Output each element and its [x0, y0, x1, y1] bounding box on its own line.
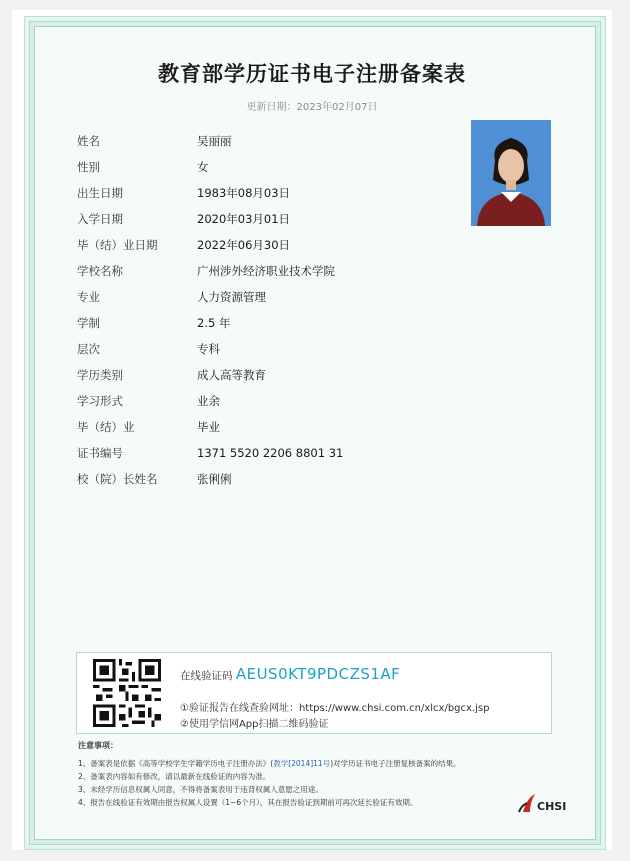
field-value: 毕业 — [197, 420, 220, 434]
verification-box — [76, 652, 552, 734]
notes-heading: 注意事项： — [78, 741, 118, 750]
verify-code[interactable]: AEUS0KT9PDCZS1AF — [235, 665, 401, 683]
field-value: 人力资源管理 — [197, 290, 266, 304]
field-label: 层次 — [77, 342, 100, 356]
field-value: 广州涉外经济职业技术学院 — [197, 264, 335, 278]
field-value: 2020年03月01日 — [197, 212, 291, 226]
page-title: 教育部学历证书电子注册备案表 — [158, 62, 466, 86]
chsi-logo — [517, 790, 577, 816]
note-item: 2、备案表内容如有修改，请以最新在线验证的内容为准。 — [78, 772, 271, 781]
field-label: 毕（结）业 — [77, 420, 135, 434]
field-value: 吴丽丽 — [197, 134, 232, 148]
field-label: 出生日期 — [77, 186, 123, 200]
update-label: 更新日期： — [246, 102, 297, 113]
note-item: 4、报告在线验证有效期由报告权属人设置（1~6个月），其在报告验证到期前可再次延长验证有效期。 — [78, 798, 418, 807]
qr-code[interactable] — [93, 659, 161, 727]
note-item: 3、未经学历信息权属人同意，不得将备案表用于违背权属人意愿之用途。 — [78, 785, 323, 794]
update-date — [12, 98, 612, 113]
field-value: 2.5 年 — [197, 316, 231, 330]
field-label: 校（院）长姓名 — [77, 472, 158, 486]
field-label: 性别 — [77, 160, 100, 174]
field-label: 姓名 — [77, 134, 100, 148]
document-sheet — [12, 10, 612, 850]
field-value: 1371 5520 2206 8801 31 — [197, 446, 344, 460]
verify-code-line — [180, 665, 400, 683]
field-label: 学校名称 — [77, 264, 123, 278]
note-1-pre: 1、备案表是依据《高等学校学生学籍学历电子注册办法》( — [78, 759, 274, 768]
field-label: 专业 — [77, 290, 100, 304]
verify-code-label: 在线验证码 — [180, 670, 233, 682]
field-label: 证书编号 — [77, 446, 123, 460]
field-value: 2022年06月30日 — [197, 238, 291, 252]
field-value: 张俐俐 — [197, 472, 232, 486]
verify-url-line[interactable]: ①验证报告在线查验网址：https://www.chsi.com.cn/xlcx/bgcx.jsp — [180, 703, 490, 714]
regulation-link[interactable]: 教学[2014]11号 — [273, 759, 331, 768]
notes-section — [78, 740, 461, 809]
verify-app-line: ②使用学信网App扫描二维码验证 — [180, 719, 329, 730]
field-value: 1983年08月03日 — [197, 186, 291, 200]
field-label: 学习形式 — [77, 394, 123, 408]
field-value: 女 — [197, 160, 209, 174]
logo-text: CHSI — [537, 800, 567, 813]
field-label: 学历类别 — [77, 368, 123, 382]
update-date-value: 2023年02月07日 — [296, 102, 378, 113]
note-1-post: )对学历证书电子注册复核备案的结果。 — [330, 759, 461, 768]
note-item — [78, 757, 461, 770]
field-value: 成人高等教育 — [197, 368, 266, 382]
field-label: 毕（结）业日期 — [77, 238, 158, 252]
id-photo — [471, 120, 551, 226]
portrait-image — [471, 120, 551, 226]
field-label: 入学日期 — [77, 212, 123, 226]
field-value: 业余 — [197, 394, 220, 408]
field-value: 专科 — [197, 342, 220, 356]
field-label: 学制 — [77, 316, 100, 330]
